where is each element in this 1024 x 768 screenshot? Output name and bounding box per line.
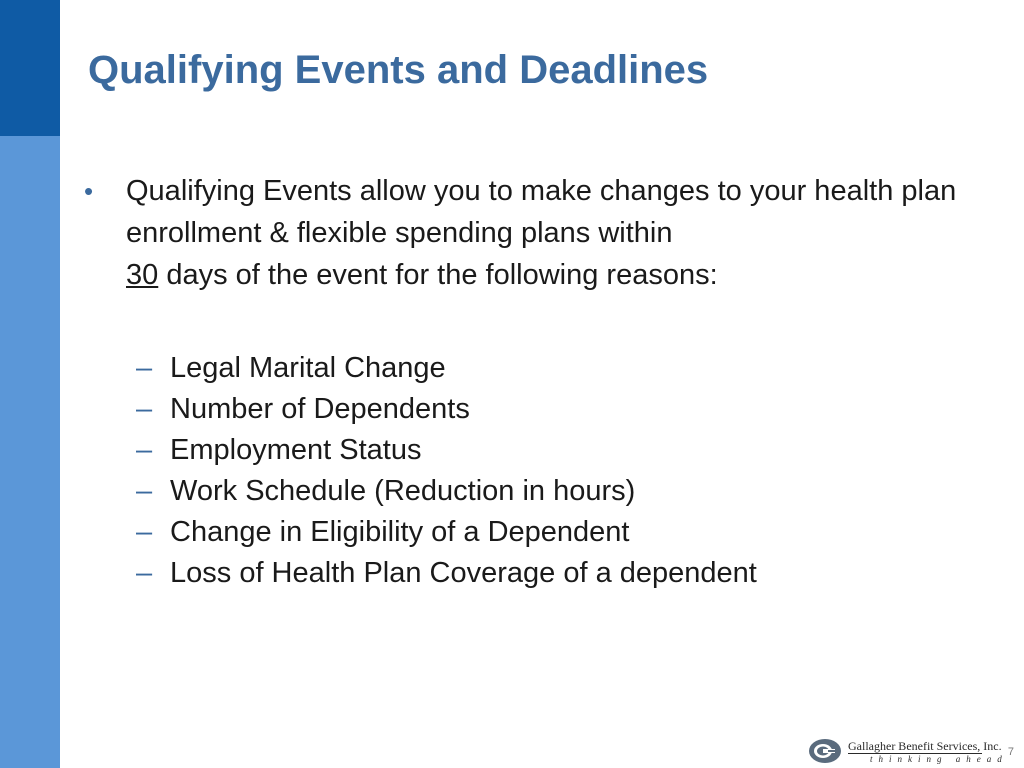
list-item — [136, 348, 757, 389]
dash-icon: – — [136, 393, 153, 425]
reason-label: Legal Marital Change — [170, 352, 446, 384]
dash-icon: – — [136, 475, 153, 507]
dash-icon: – — [136, 557, 153, 589]
list-item — [136, 471, 757, 512]
reason-label: Loss of Health Plan Coverage of a dependent — [170, 557, 757, 589]
company-name: Gallagher Benefit Services, Inc. — [848, 739, 1002, 753]
reason-label: Employment Status — [170, 434, 422, 466]
page-number: 7 — [1007, 746, 1014, 758]
days-count: 30 — [126, 259, 159, 291]
bullet-icon: • — [84, 176, 94, 206]
sidebar-accent-dark — [0, 0, 60, 136]
company-tagline: thinking ahead — [870, 754, 1008, 764]
dash-icon: – — [136, 516, 153, 548]
intro-text-before: Qualifying Events allow you to make changes to your health plan enrollment & flexible spending plans within — [126, 175, 957, 249]
intro-text-after: days of the event for the following reasons: — [166, 259, 718, 291]
dash-icon: – — [136, 352, 153, 384]
dash-icon: – — [136, 434, 153, 466]
list-item — [136, 389, 757, 430]
reason-label: Number of Dependents — [170, 393, 470, 425]
list-item — [136, 553, 757, 594]
list-item — [136, 430, 757, 471]
gallagher-g-logo-icon — [808, 738, 842, 764]
slide-title: Qualifying Events and Deadlines — [88, 48, 709, 92]
company-logo — [808, 738, 1008, 766]
reason-label: Work Schedule (Reduction in hours) — [170, 475, 636, 507]
reason-label: Change in Eligibility of a Dependent — [170, 516, 630, 548]
reasons-list — [136, 348, 757, 594]
sidebar-accent-light — [0, 136, 60, 768]
intro-text — [126, 170, 976, 296]
list-item — [136, 512, 757, 553]
